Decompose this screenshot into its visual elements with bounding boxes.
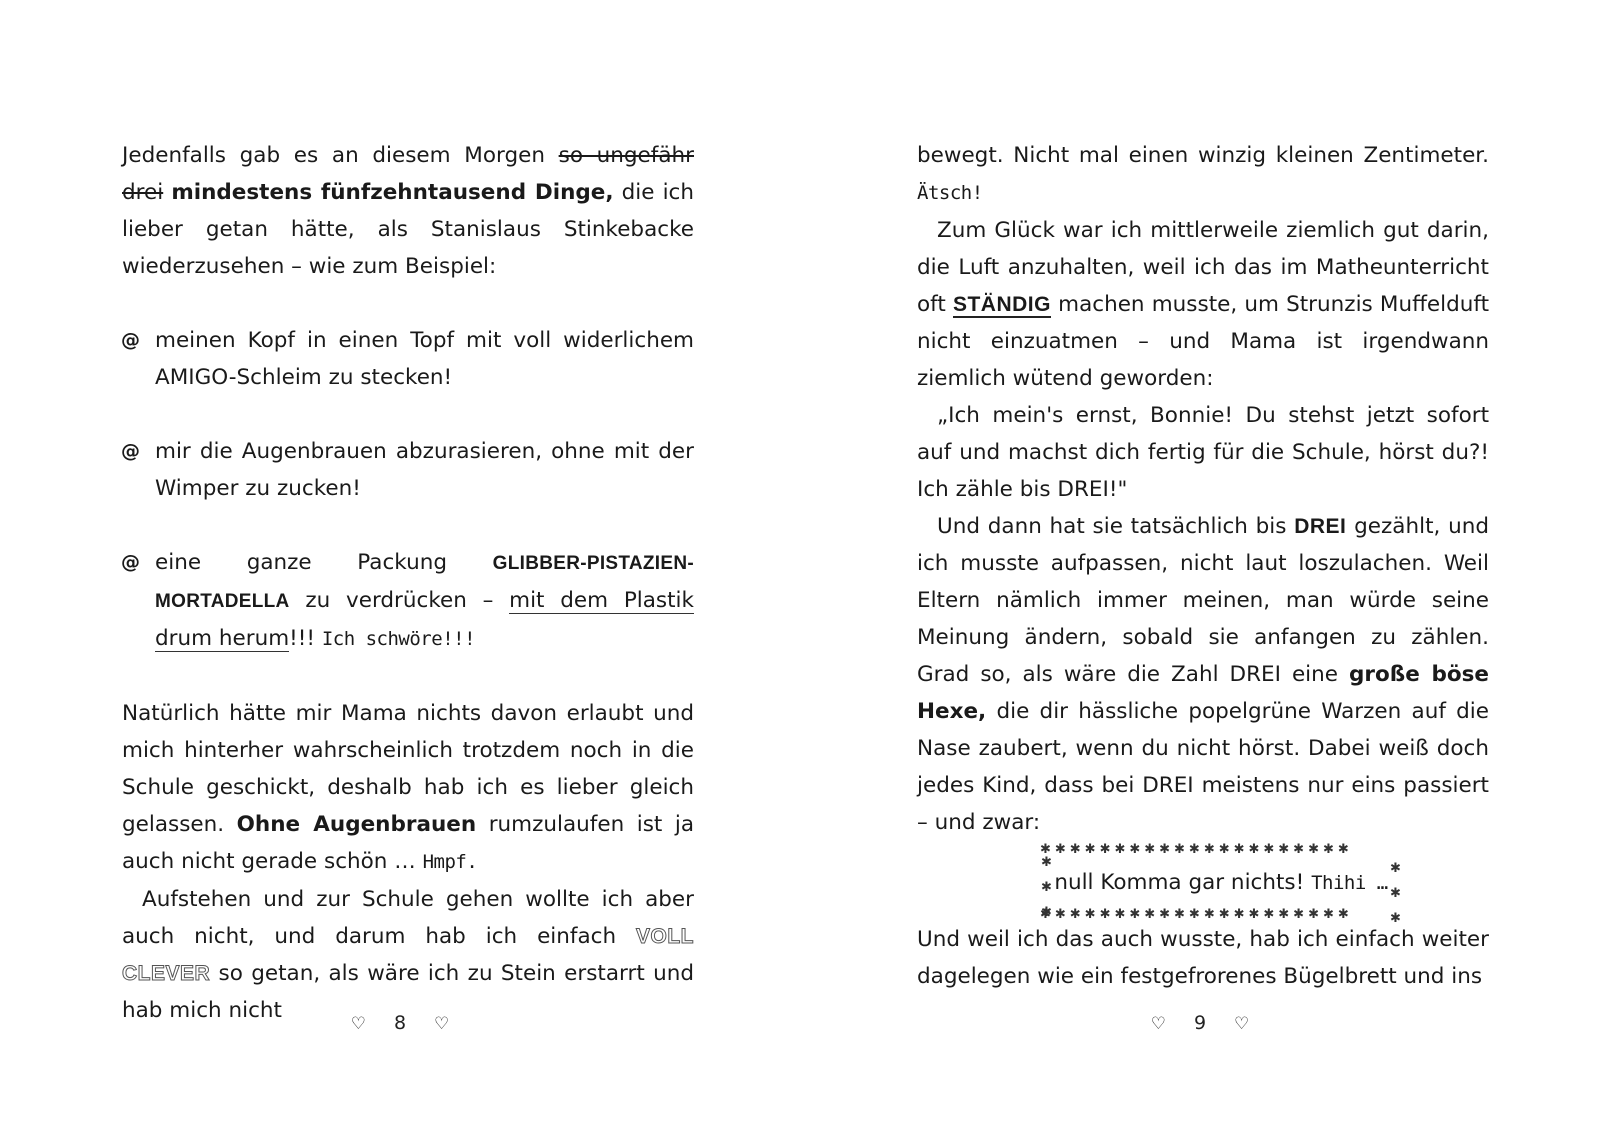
paragraph-3: [122, 881, 694, 1029]
text: bewegt. Nicht mal einen winzig kleinen Zentimeter.: [917, 143, 1489, 168]
underlined-text: mit dem Plastik drum herum: [155, 588, 694, 651]
framed-text: [1040, 864, 1402, 902]
paragraph-2: [917, 212, 1489, 397]
outline-text: VOLL CLEVER: [122, 925, 694, 985]
star-border-icon: ✱✱✱: [1388, 861, 1403, 936]
spiral-bullet-icon: @: [121, 440, 140, 462]
struck-text: so ungefähr drei: [122, 143, 694, 205]
star-border-icon: ✱✱✱: [1039, 855, 1054, 930]
paragraph-3: „Ich mein's ernst, Bonnie! Du stehst jetzt sofort auf und machst dich fertig für die Schule, hörst du?! Ich zähle bis DREI!": [917, 403, 1489, 502]
comic-text: GLIBBER-PISTAZIEN-MORTADELLA: [155, 553, 694, 612]
text: Aufstehen und zur Schule gehen wollte ich aber auch nicht, und darum hab ich einfach: [122, 887, 694, 949]
heart-icon: ♡: [1150, 1014, 1166, 1034]
spiral-bullet-icon: @: [121, 551, 140, 573]
bold-text: große böse Hexe,: [917, 662, 1489, 724]
spiral-bullet-icon: @: [121, 329, 140, 351]
left-text-block: [122, 137, 694, 1029]
star-border-icon: ✱✱✱✱✱✱✱✱✱✱✱✱✱✱✱✱✱✱✱✱✱: [1040, 907, 1353, 922]
page-number-footer: [0, 1012, 800, 1034]
paragraph-1: [122, 137, 694, 285]
text: so getan, als wäre ich zu Stein erstarrt und hab mich nicht: [122, 961, 694, 1023]
handwritten-text: Thihi …: [1311, 872, 1388, 894]
text: Jedenfalls gab es an diesem Morgen: [122, 143, 559, 168]
paragraph-5: Und weil ich das auch wusste, hab ich einfach weiter dagelegen wie ein festgefrorenes Bügelbrett und ins: [917, 927, 1489, 989]
bold-text: mindestens fünfzehntausend Dinge,: [171, 180, 614, 205]
star-border-icon: ✱✱✱✱✱✱✱✱✱✱✱✱✱✱✱✱✱✱✱✱✱: [1040, 842, 1353, 857]
heart-icon: ♡: [1234, 1014, 1250, 1034]
page-number: 8: [393, 1012, 407, 1034]
page-number-footer: [800, 1012, 1600, 1034]
heart-icon: ♡: [434, 1014, 450, 1034]
handwritten-text: Hmpf.: [422, 851, 478, 873]
bold-text: Ohne Augenbrauen: [236, 812, 477, 837]
right-text-block: [917, 137, 1489, 995]
bullet-text: !!!: [289, 626, 322, 651]
comic-text: DREI: [1294, 515, 1347, 538]
text: machen musste, um Strunzis Muffelduft nicht einzuatmen – und Mama ist irgendwann ziemlich wütend geworden:: [917, 292, 1489, 391]
paragraph-1: [917, 137, 1489, 212]
handwritten-text: Ätsch!: [917, 182, 983, 204]
bullet-item-2: [122, 433, 694, 507]
text: die ich lieber getan hätte, als Stanislaus Stinkebacke wiederzusehen – wie zum Beispiel:: [122, 180, 694, 279]
bullet-item-3: [122, 544, 694, 658]
bullet-text: mir die Augenbrauen abzurasieren, ohne mit der Wimper zu zucken!: [155, 439, 694, 501]
paragraph-4: [917, 508, 1489, 841]
bullet-item-1: [122, 322, 694, 396]
heart-icon: ♡: [350, 1014, 366, 1034]
text: Zum Glück war ich mittlerweile ziemlich gut darin, die Luft anzuhalten, weil ich das im Matheunterricht oft: [917, 218, 1489, 317]
right-page: [800, 0, 1600, 1130]
bullet-text: meinen Kopf in einen Topf mit voll widerlichem AMIGO-Schleim zu stecken!: [155, 328, 694, 390]
comic-text: STÄNDIG: [952, 293, 1051, 316]
text: Und dann hat sie tatsächlich bis: [937, 514, 1295, 539]
star-frame-box: [1039, 842, 1403, 936]
paragraph-2: [122, 695, 694, 881]
text: die dir hässliche popelgrüne Warzen auf die Nase zaubert, wenn du nicht hörst. Dabei weiß doch jedes Kind, dass bei DREI meistens nur eins passiert – und zwar:: [917, 699, 1489, 835]
bullet-text: eine ganze Packung: [155, 550, 493, 575]
text: Natürlich hätte mir Mama nichts davon erlaubt und mich hinterher wahrscheinlich trotzdem noch in die Schule geschickt, deshalb hab ich es lieber gleich gelassen.: [122, 701, 694, 837]
text: null Komma gar nichts!: [1054, 870, 1312, 895]
text: rumzulaufen ist ja auch nicht gerade schön …: [122, 812, 694, 874]
handwritten-text: Ich schwöre!!!: [321, 628, 476, 650]
bullet-text: zu verdrücken –: [289, 588, 510, 613]
text: gezählt, und ich musste aufpassen, nicht laut loszulachen. Weil Eltern nämlich immer meinen, man würde seine Meinung ändern, sobald sie anfangen zu zählen. Grad so, als wäre die Zahl DREI eine: [917, 514, 1489, 687]
page-number: 9: [1193, 1012, 1207, 1034]
